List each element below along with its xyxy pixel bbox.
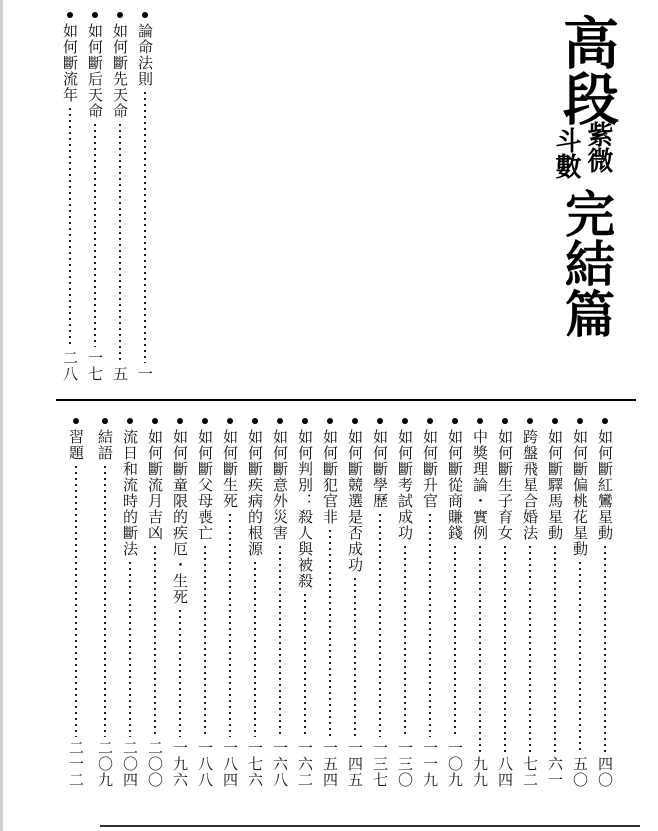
- toc-entry-page: 六一: [546, 756, 564, 788]
- toc-entry-title: 中獎理論・實例: [471, 429, 489, 541]
- toc-entry-title: 如何斷童限的疾厄・生死: [171, 429, 189, 605]
- dot-leader: [504, 544, 506, 753]
- toc-entry[interactable]: [543, 418, 567, 788]
- bullet-icon: [227, 418, 233, 424]
- bullet-icon: [477, 418, 483, 424]
- toc-entry-page: 一〇九: [446, 740, 464, 788]
- toc-entry[interactable]: [518, 418, 542, 788]
- toc-entry-page: 一: [136, 366, 154, 382]
- toc-entry-page: 一九六: [171, 740, 189, 788]
- toc-entry-title: 如何斷紅鸞星動: [596, 429, 614, 541]
- bullet-icon: [102, 418, 108, 424]
- toc-entry-title: 論命法則: [136, 23, 154, 87]
- bullet-icon: [527, 418, 533, 424]
- book-subtitle-left: 斗數: [551, 127, 581, 179]
- bottom-rule: [100, 825, 640, 827]
- bullet-icon: [427, 418, 433, 424]
- bullet-icon: [67, 12, 73, 18]
- toc-entry-title: 如何斷后天命: [86, 23, 104, 119]
- bullet-icon: [142, 12, 148, 18]
- toc-entry[interactable]: [568, 418, 592, 788]
- dot-leader: [75, 464, 77, 737]
- toc-entry-title: 如何斷疾病的根源: [246, 429, 264, 557]
- toc-entry-page: 四〇: [596, 756, 614, 788]
- toc-entry-page: 五: [111, 366, 129, 382]
- dot-leader: [254, 560, 256, 737]
- dot-leader: [379, 512, 381, 737]
- binding-edge: [0, 0, 3, 831]
- toc-entry-page: 七二: [521, 756, 539, 788]
- dot-leader: [429, 512, 431, 737]
- toc-entry-title: 跨盤飛星合婚法: [521, 429, 539, 541]
- dot-leader: [279, 544, 281, 737]
- toc-entry[interactable]: [193, 418, 217, 788]
- dot-leader: [554, 544, 556, 753]
- toc-entry[interactable]: [468, 418, 492, 788]
- toc-entry-page: 二〇四: [121, 740, 139, 788]
- toc-entry-title: 流日和流時的斷法: [121, 429, 139, 557]
- dot-leader: [529, 544, 531, 753]
- section-divider: [56, 399, 636, 401]
- toc-entry-title: 習題: [67, 429, 85, 461]
- dot-leader: [304, 592, 306, 737]
- toc-entry[interactable]: [133, 12, 157, 382]
- toc-entry-page: 一八八: [196, 740, 214, 788]
- bullet-icon: [577, 418, 583, 424]
- toc-entry-title: 結語: [96, 429, 114, 461]
- dot-leader: [354, 576, 356, 737]
- toc-entry[interactable]: [168, 418, 192, 788]
- dot-leader: [94, 122, 96, 347]
- bullet-icon: [602, 418, 608, 424]
- toc-entry-page: 一三〇: [396, 740, 414, 788]
- toc-entry[interactable]: [58, 12, 82, 382]
- toc-entry-title: 如何斷競選是否成功: [346, 429, 364, 573]
- toc-entry-page: 一一九: [421, 740, 439, 788]
- toc-entry[interactable]: [493, 418, 517, 788]
- toc-entry-page: 一七六: [246, 740, 264, 788]
- toc-entry-title: 如何斷從商賺錢: [446, 429, 464, 541]
- toc-entry[interactable]: [218, 418, 242, 788]
- bullet-icon: [92, 12, 98, 18]
- toc-entry-title: 如何斷流月吉凶: [146, 429, 164, 541]
- book-title-line-2: 完結篇: [557, 188, 615, 338]
- toc-entry-title: 如何斷升官: [421, 429, 439, 509]
- bullet-icon: [327, 418, 333, 424]
- toc-entry[interactable]: [83, 12, 107, 382]
- dot-leader: [204, 544, 206, 737]
- dot-leader: [479, 544, 481, 753]
- dot-leader: [119, 122, 121, 363]
- toc-entry-title: 如何斷生死: [221, 429, 239, 509]
- dot-leader: [144, 90, 146, 363]
- toc-entry[interactable]: [393, 418, 417, 788]
- bullet-icon: [127, 418, 133, 424]
- toc-entry[interactable]: [108, 12, 132, 382]
- dot-leader: [454, 544, 456, 737]
- toc-entry-title: 如何判別：殺人與被殺: [296, 429, 314, 589]
- bullet-icon: [73, 418, 79, 424]
- toc-entry-title: 如何斷偏桃花星動: [571, 429, 589, 557]
- bullet-icon: [552, 418, 558, 424]
- bullet-icon: [252, 418, 258, 424]
- toc-entry-page: 二〇九: [96, 740, 114, 788]
- bullet-icon: [202, 418, 208, 424]
- toc-entry-page: 一七: [86, 350, 104, 382]
- bullet-icon: [352, 418, 358, 424]
- dot-leader: [404, 544, 406, 737]
- bullet-icon: [452, 418, 458, 424]
- toc-entry-title: 如何斷犯官非: [321, 429, 339, 525]
- dot-leader: [179, 608, 181, 737]
- dot-leader: [129, 560, 131, 737]
- dot-leader: [104, 464, 106, 737]
- bullet-icon: [177, 418, 183, 424]
- toc-entry-page: 九九: [471, 756, 489, 788]
- toc-entry[interactable]: [593, 418, 617, 788]
- dot-leader: [329, 528, 331, 737]
- toc-entry-title: 如何斷意外災害: [271, 429, 289, 541]
- dot-leader: [579, 560, 581, 753]
- bullet-icon: [377, 418, 383, 424]
- bullet-icon: [277, 418, 283, 424]
- dot-leader: [229, 512, 231, 737]
- toc-entry-page: 八四: [496, 756, 514, 788]
- toc-entry-title: 如何斷先天命: [111, 23, 129, 119]
- dot-leader: [69, 106, 71, 347]
- toc-entry-title: 如何斷考試成功: [396, 429, 414, 541]
- toc-entry-page: 五〇: [571, 756, 589, 788]
- toc-entry-title: 如何斷生子育女: [496, 429, 514, 541]
- toc-entry-title: 如何斷父母喪亡: [196, 429, 214, 541]
- toc-entry-title: 如何斷流年: [61, 23, 79, 103]
- bullet-icon: [502, 418, 508, 424]
- toc-entry-page: 一六八: [271, 740, 289, 788]
- toc-entry[interactable]: [443, 418, 467, 788]
- toc-entry[interactable]: [418, 418, 442, 788]
- bullet-icon: [117, 12, 123, 18]
- toc-entry[interactable]: [143, 418, 167, 788]
- toc-entry-page: 二八: [61, 350, 79, 382]
- toc-entry-title: 如何斷學歷: [371, 429, 389, 509]
- toc-entry-page: 二〇〇: [146, 740, 164, 788]
- toc-entry-page: 一五四: [321, 740, 339, 788]
- book-subtitle-right: 紫微: [583, 121, 613, 173]
- toc-entry-page: 一八四: [221, 740, 239, 788]
- toc-entry-page: 一四五: [346, 740, 364, 788]
- toc-entry-page: 一六二: [296, 740, 314, 788]
- toc-entry[interactable]: [368, 418, 392, 788]
- toc-entry[interactable]: [318, 418, 342, 788]
- toc-entry[interactable]: [243, 418, 267, 788]
- toc-entry[interactable]: [93, 418, 117, 788]
- toc-entry-page: 二一二: [67, 740, 85, 788]
- dot-leader: [604, 544, 606, 753]
- toc-entry[interactable]: [293, 418, 317, 788]
- book-title-line-1: 高段: [554, 14, 619, 126]
- bullet-icon: [402, 418, 408, 424]
- bullet-icon: [302, 418, 308, 424]
- toc-entry[interactable]: [268, 418, 292, 788]
- toc-entry[interactable]: [343, 418, 367, 788]
- toc-entry-page: 一三七: [371, 740, 389, 788]
- toc-entry[interactable]: [118, 418, 142, 788]
- dot-leader: [154, 544, 156, 737]
- bullet-icon: [152, 418, 158, 424]
- toc-entry-title: 如何斷驛馬星動: [546, 429, 564, 541]
- toc-entry[interactable]: [64, 418, 88, 788]
